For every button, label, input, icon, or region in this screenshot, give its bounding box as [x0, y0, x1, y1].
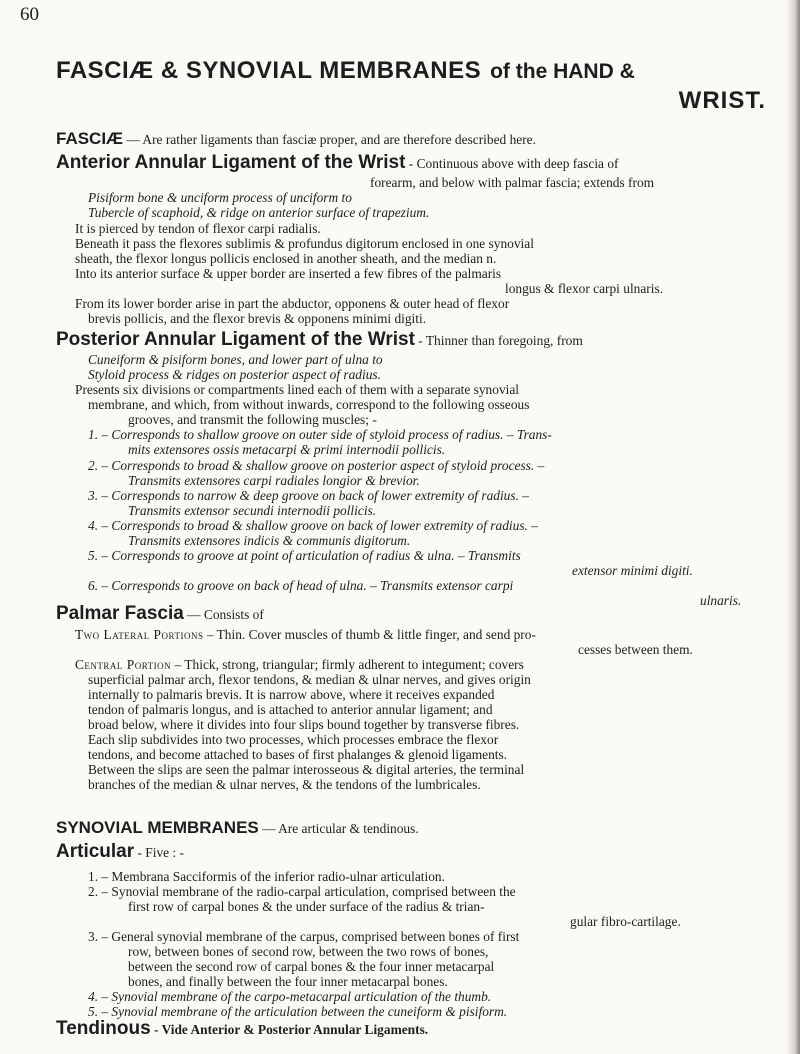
- fasciae-heading: FASCIÆ: [56, 129, 124, 148]
- posterior-line: grooves, and transmit the following muscles; -: [128, 412, 377, 427]
- palmar-central-text: tendons, and become attached to bases of first phalanges & glenoid ligaments.: [88, 747, 508, 762]
- anterior-line: forearm, and below with palmar fascia; extends from: [370, 175, 655, 190]
- synovial-item: row, between bones of second row, between the two rows of bones,: [128, 944, 489, 959]
- palmar-central-text: branches of the median & ulnar nerves, & the tendons of the lumbricales.: [88, 777, 481, 792]
- synovial-item: gular fibro-cartilage.: [570, 914, 681, 929]
- anterior-heading-line: [56, 152, 619, 173]
- palmar-central-text: internally to palmaris brevis. It is narrow above, where it receives expanded: [88, 687, 495, 702]
- palmar-lateral-text: – Thin. Cover muscles of thumb & little finger, and send pro-: [206, 627, 536, 642]
- palmar-central-text: – Thick, strong, triangular; firmly adherent to integument; covers: [174, 657, 524, 672]
- palmar-lateral-label: Two Lateral Portions: [75, 627, 204, 642]
- posterior-item: Transmits extensores indicis & communis digitorum.: [128, 533, 411, 548]
- title-sub: of the HAND &: [490, 60, 635, 83]
- fasciae-intro: [56, 131, 536, 148]
- anterior-line: It is pierced by tendon of flexor carpi radialis.: [75, 221, 321, 236]
- posterior-heading: Posterior Annular Ligament of the Wrist: [56, 329, 415, 350]
- page-title: [56, 57, 766, 115]
- tendinous-note: - Vide Anterior & Posterior Annular Ligaments.: [154, 1022, 429, 1037]
- anterior-line: longus & flexor carpi ulnaris.: [505, 281, 664, 296]
- anterior-line: Pisiform bone & unciform process of unciform to: [88, 190, 352, 205]
- palmar-heading-note: — Consists of: [187, 607, 264, 622]
- posterior-line: Presents six divisions or compartments lined each of them with a separate synovial: [75, 382, 520, 397]
- anterior-line: - Continuous above with deep fascia of: [408, 156, 619, 171]
- synovial-item: 3. – General synovial membrane of the carpus, comprised between bones of first: [88, 929, 520, 944]
- anterior-line: From its lower border arise in part the abductor, opponens & outer head of flexor: [75, 296, 510, 311]
- posterior-item: 6. – Corresponds to groove on back of head of ulna. – Transmits extensor carpi: [88, 578, 514, 593]
- posterior-heading-line: [56, 329, 583, 350]
- synovial-heading-line: [56, 820, 419, 837]
- posterior-item: extensor minimi digiti.: [572, 563, 693, 578]
- posterior-line: - Thinner than foregoing, from: [418, 333, 583, 348]
- palmar-central-text: broad below, where it divides into four slips bound together by transverse fibres.: [88, 717, 520, 732]
- title-main: FASCIÆ & SYNOVIAL MEMBRANES: [56, 57, 482, 84]
- palmar-heading-line: [56, 603, 264, 624]
- synovial-item: 4. – Synovial membrane of the carpo-metacarpal articulation of the thumb.: [88, 989, 492, 1004]
- anterior-heading: Anterior Annular Ligament of the Wrist: [56, 152, 406, 173]
- page-number: 60: [20, 4, 39, 25]
- articular-line: [56, 841, 184, 862]
- anterior-line: Into its anterior surface & upper border are inserted a few fibres of the palmaris: [75, 266, 502, 281]
- anterior-line: sheath, the flexor longus pollicis enclosed in another sheath, and the median n.: [75, 251, 497, 266]
- palmar-central-label: Central Portion: [75, 657, 172, 672]
- synovial-heading-note: — Are articular & tendinous.: [262, 821, 419, 836]
- anterior-line: Beneath it pass the flexores sublimis & profundus digitorum enclosed in one synovial: [75, 236, 534, 251]
- posterior-item: 5. – Corresponds to groove at point of articulation of radius & ulna. – Transmits: [88, 548, 521, 563]
- tendinous-label: Tendinous: [56, 1018, 151, 1039]
- fasciae-text: — Are rather ligaments than fasciæ proper, and are therefore described here.: [126, 132, 536, 147]
- palmar-lateral-text: cesses between them.: [578, 642, 693, 657]
- palmar-central-text: Between the slips are seen the palmar interosseous & digital arteries, the terminal: [88, 762, 525, 777]
- title-wrist: WRIST.: [678, 87, 766, 114]
- articular-label: Articular: [56, 841, 135, 862]
- anterior-line: Tubercle of scaphoid, & ridge on anterior surface of trapezium.: [88, 205, 430, 220]
- posterior-item: 4. – Corresponds to broad & shallow groove on back of lower extremity of radius. –: [88, 518, 538, 533]
- palmar-heading: Palmar Fascia: [56, 603, 184, 624]
- posterior-item: 3. – Corresponds to narrow & deep groove on back of lower extremity of radius. –: [88, 488, 529, 503]
- posterior-item: 1. – Corresponds to shallow groove on outer side of styloid process of radius. – Trans-: [88, 427, 552, 442]
- palmar-central-text: superficial palmar arch, flexor tendons, & median & ulnar nerves, and gives origin: [88, 672, 531, 687]
- posterior-line: Cuneiform & pisiform bones, and lower part of ulna to: [88, 352, 383, 367]
- synovial-item: 5. – Synovial membrane of the articulation between the cuneiform & pisiform.: [88, 1004, 508, 1019]
- posterior-item: Transmits extensores carpi radiales longior & brevior.: [128, 473, 420, 488]
- synovial-item: bones, and finally between the four inner metacarpal bones.: [128, 974, 448, 989]
- synovial-item: 1. – Membrana Sacciformis of the inferior radio-ulnar articulation.: [88, 869, 445, 884]
- posterior-line: membrane, and which, from without inwards, correspond to the following osseous: [88, 397, 530, 412]
- synovial-item: first row of carpal bones & the under surface of the radius & trian-: [128, 899, 485, 914]
- palmar-central-text: Each slip subdivides into two processes, which processes embrace the flexor: [88, 732, 499, 747]
- palmar-lateral-line: [75, 627, 536, 643]
- palmar-central-line: [75, 657, 524, 673]
- posterior-item: 2. – Corresponds to broad & shallow groove on posterior aspect of styloid process. –: [88, 458, 545, 473]
- tendinous-line: [56, 1018, 429, 1039]
- synovial-item: between the second row of carpal bones & the four inner metacarpal: [128, 959, 495, 974]
- page-edge-shadow: [786, 0, 800, 1054]
- articular-note: - Five : -: [137, 845, 184, 860]
- posterior-item: ulnaris.: [700, 593, 742, 608]
- synovial-heading: SYNOVIAL MEMBRANES: [56, 818, 259, 837]
- synovial-item: 2. – Synovial membrane of the radio-carpal articulation, comprised between the: [88, 884, 516, 899]
- posterior-line: Styloid process & ridges on posterior aspect of radius.: [88, 367, 381, 382]
- posterior-item: Transmits extensor secundi internodii pollicis.: [128, 503, 377, 518]
- anterior-line: brevis pollicis, and the flexor brevis & opponens minimi digiti.: [88, 311, 427, 326]
- posterior-item: mits extensores ossis metacarpi & primi internodii pollicis.: [128, 442, 446, 457]
- palmar-central-text: tendon of palmaris longus, and is attached to anterior annular ligament; and: [88, 702, 493, 717]
